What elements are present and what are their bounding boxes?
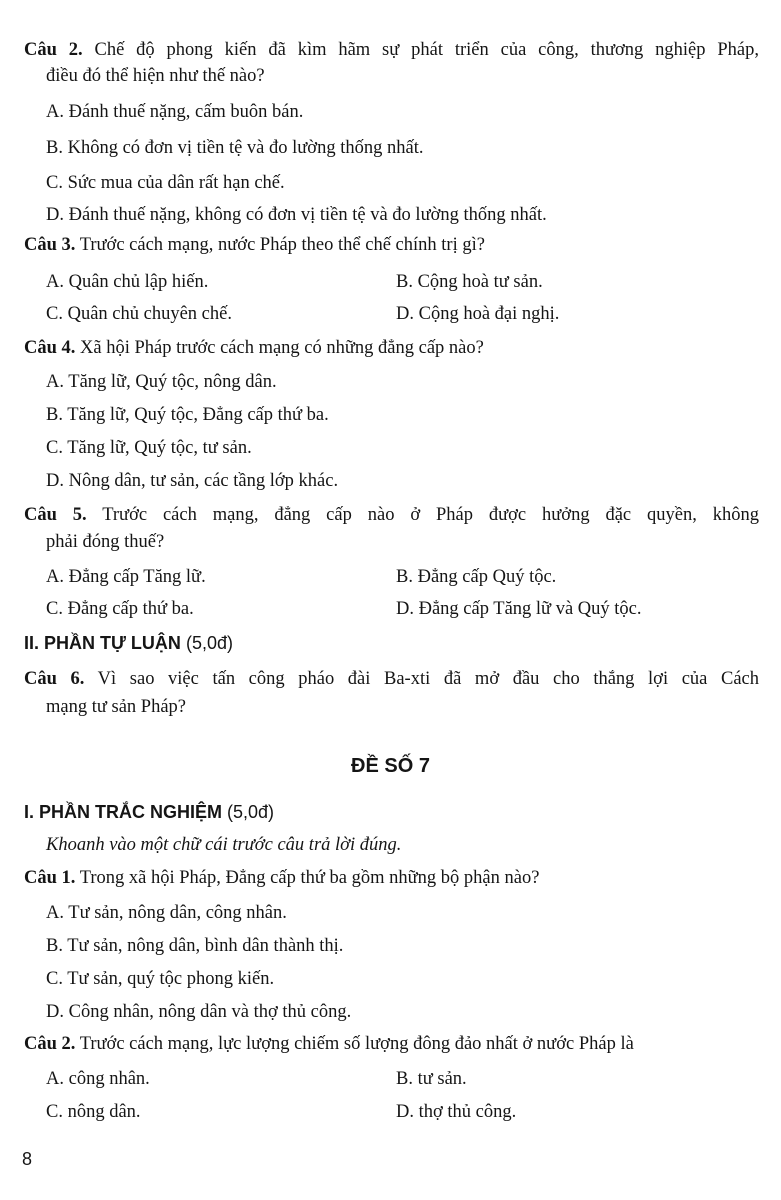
section-heading-multiple-choice [24,800,274,824]
option-d: D. thợ thủ công. [396,1102,517,1122]
question-text: Chế độ phong kiến đã kìm hãm sự phát triển của công, thương nghiệp Pháp, [94,40,759,60]
section-heading-essay [24,631,233,655]
option-b: B. Không có đơn vị tiền tệ và đo lường thống nhất. [46,138,424,158]
question-text: Trước cách mạng, lực lượng chiếm số lượng đông đảo nhất ở nước Pháp là [79,1034,634,1054]
exam-title: ĐỀ SỐ 7 [351,755,430,777]
option-d: D. Đánh thuế nặng, không có đơn vị tiền tệ và đo lường thống nhất. [46,205,547,225]
question-5 [24,503,759,527]
option-b: B. Tư sản, nông dân, bình dân thành thị. [46,936,344,956]
question-number: Câu 6. [24,669,85,689]
question-text: Vì sao việc tấn công pháo đài Ba-xti đã mở đầu cho thắng lợi của Cách [97,669,759,689]
question-6 [24,667,759,691]
section-title: I. PHẦN TRẮC NGHIỆM [24,802,222,822]
option-c: C. Sức mua của dân rất hạn chế. [46,173,285,193]
option-d: D. Đẳng cấp Tăng lữ và Quý tộc. [396,599,642,619]
option-d: D. Cộng hoà đại nghị. [396,304,560,324]
option-b: B. Tăng lữ, Quý tộc, Đẳng cấp thứ ba. [46,405,329,425]
option-a: A. công nhân. [46,1069,150,1089]
section-score: (5,0đ) [185,633,233,653]
question-text: Trước cách mạng, nước Pháp theo thể chế chính trị gì? [79,235,485,255]
question-number: Câu 3. [24,235,76,255]
question-text: Xã hội Pháp trước cách mạng có những đẳng cấp nào? [80,338,484,358]
question-5-continuation: phải đóng thuế? [46,532,165,552]
option-b: B. tư sản. [396,1069,467,1089]
option-c: C. Tăng lữ, Quý tộc, tư sản. [46,438,252,458]
question-3 [24,233,485,257]
exam-question-1 [24,866,539,890]
section-title: II. PHẦN TỰ LUẬN [24,633,181,653]
option-c: C. nông dân. [46,1102,141,1122]
instruction: Khoanh vào một chữ cái trước câu trả lời đúng. [46,835,402,855]
option-b: B. Đẳng cấp Quý tộc. [396,567,557,587]
option-b: B. Cộng hoà tư sản. [396,272,543,292]
option-c: C. Đẳng cấp thứ ba. [46,599,194,619]
question-number: Câu 2. [24,1034,76,1054]
question-number: Câu 2. [24,40,83,60]
question-number: Câu 5. [24,505,87,525]
question-2-continuation: điều đó thể hiện như thế nào? [46,66,265,86]
page-number: 8 [22,1149,33,1169]
section-score: (5,0đ) [227,802,275,822]
question-2 [24,38,759,62]
option-d: D. Nông dân, tư sản, các tầng lớp khác. [46,471,339,491]
option-c: C. Quân chủ chuyên chế. [46,304,232,324]
option-a: A. Quân chủ lập hiến. [46,272,209,292]
exam-question-2 [24,1032,634,1056]
option-a: A. Tư sản, nông dân, công nhân. [46,903,287,923]
question-text: Trước cách mạng, đẳng cấp nào ở Pháp được hưởng đặc quyền, không [102,505,759,525]
question-6-continuation: mạng tư sản Pháp? [46,697,187,717]
option-d: D. Công nhân, nông dân và thợ thủ công. [46,1002,352,1022]
question-number: Câu 4. [24,338,76,358]
question-number: Câu 1. [24,868,76,888]
question-4 [24,336,484,360]
question-text: Trong xã hội Pháp, Đẳng cấp thứ ba gồm những bộ phận nào? [79,868,540,888]
option-a: A. Đánh thuế nặng, cấm buôn bán. [46,102,304,122]
option-c: C. Tư sản, quý tộc phong kiến. [46,969,275,989]
option-a: A. Tăng lữ, Quý tộc, nông dân. [46,372,277,392]
option-a: A. Đẳng cấp Tăng lữ. [46,567,206,587]
